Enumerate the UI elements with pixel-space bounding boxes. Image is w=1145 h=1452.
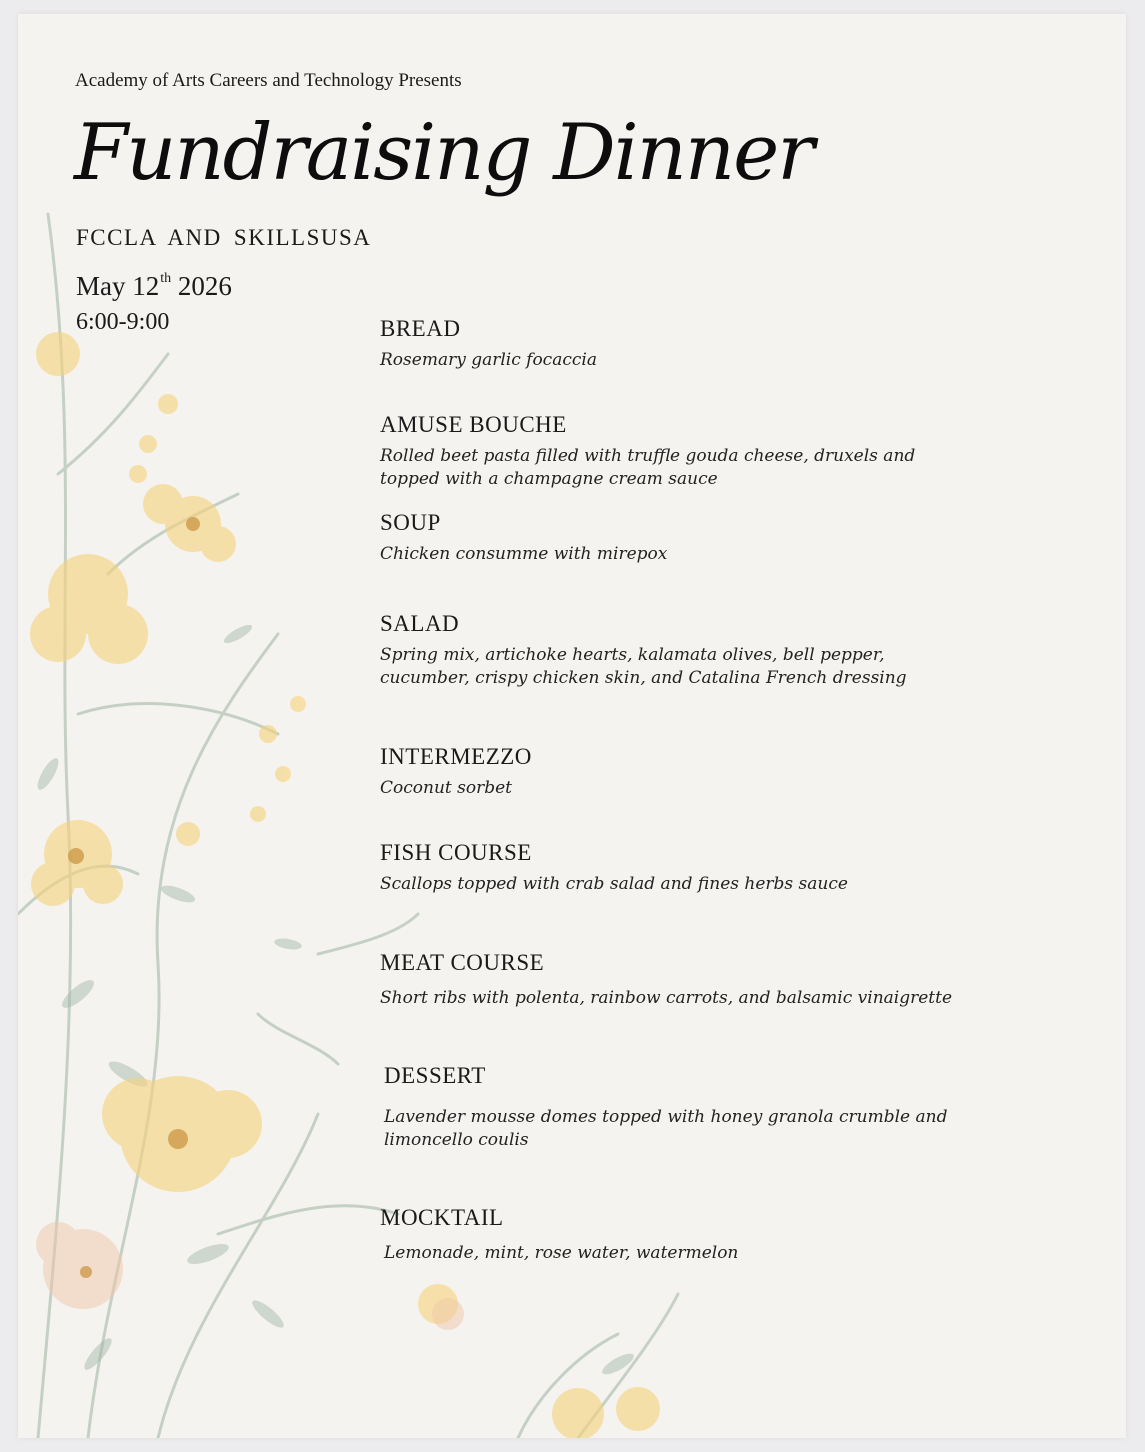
course-name: DESSERT <box>384 1063 486 1088</box>
presenter-line: Academy of Arts Careers and Technology Presents <box>75 70 462 91</box>
course-name: MOCKTAIL <box>380 1205 504 1230</box>
menu-card <box>18 14 1126 1438</box>
course-description: Spring mix, artichoke hearts, kalamata olives, bell pepper, cucumber, crispy chicken skin, and Catalina French dressing <box>380 645 907 688</box>
course-intermezzo <box>380 743 1000 800</box>
course-name: SALAD <box>380 611 460 636</box>
course-amuse-bouche <box>380 411 1000 491</box>
course-name: MEAT COURSE <box>380 950 545 975</box>
course-description: Rolled beet pasta filled with truffle gouda cheese, druxels and topped with a champagne cream sauce <box>380 446 916 489</box>
course-dessert <box>384 1062 1004 1152</box>
event-date <box>76 271 232 302</box>
course-description: Chicken consumme with mirepox <box>380 544 668 564</box>
course-name: SOUP <box>380 510 441 535</box>
course-mocktail <box>380 1204 1000 1265</box>
date-suffix: th <box>160 271 172 286</box>
course-description: Lemonade, mint, rose water, watermelon <box>384 1243 739 1263</box>
course-description: Rosemary garlic focaccia <box>380 350 597 370</box>
course-description: Short ribs with polenta, rainbow carrots, and balsamic vinaigrette <box>380 988 953 1008</box>
course-name: AMUSE BOUCHE <box>380 412 567 437</box>
organizations-line: FCCLA AND SKILLSUSA <box>76 225 372 250</box>
course-meat <box>380 949 1000 1010</box>
event-time: 6:00-9:00 <box>76 309 170 335</box>
course-bread <box>380 315 1000 372</box>
course-salad <box>380 610 1000 690</box>
date-month-day: May 12 <box>76 271 160 301</box>
course-description: Scallops topped with crab salad and fines herbs sauce <box>380 874 848 894</box>
course-soup <box>380 509 1000 566</box>
date-year: 2026 <box>171 271 232 301</box>
course-description: Coconut sorbet <box>380 778 512 798</box>
course-description: Lavender mousse domes topped with honey granola crumble and limoncello coulis <box>384 1107 948 1150</box>
course-fish <box>380 839 1000 896</box>
event-title: Fundraising Dinner <box>74 108 813 198</box>
course-name: INTERMEZZO <box>380 744 532 769</box>
course-name: FISH COURSE <box>380 840 532 865</box>
course-name: BREAD <box>380 316 461 341</box>
